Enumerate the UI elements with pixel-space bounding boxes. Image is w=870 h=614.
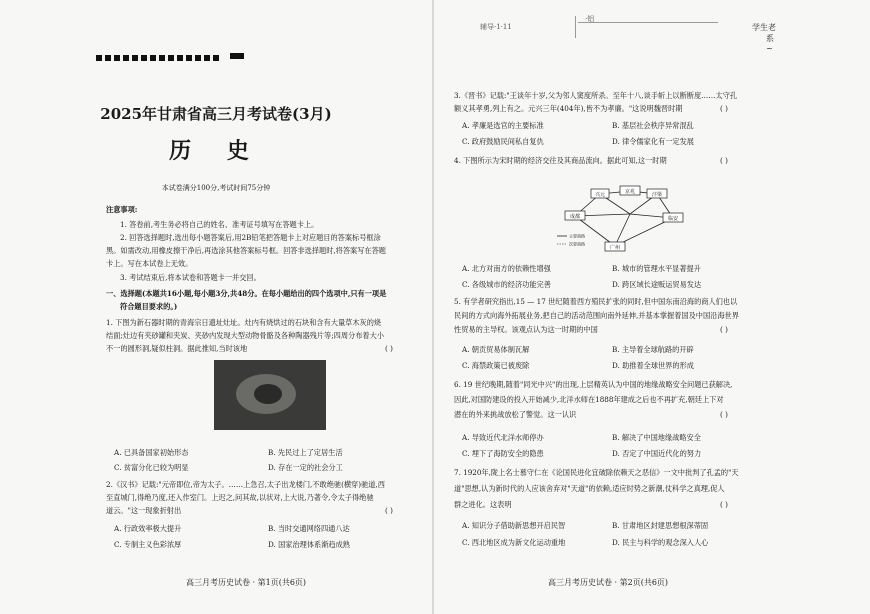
scan-bar bbox=[230, 53, 244, 59]
notice-line: 卡上。写在本试卷上无效。 bbox=[106, 259, 193, 268]
header-mark: ·铝 bbox=[585, 15, 595, 23]
notice-line: 3. 考试结束后,将本试卷和答题卡一并交回。 bbox=[120, 273, 261, 282]
map-legend-entry: 主要商路 bbox=[569, 233, 585, 239]
option: A. 知识分子借助新思想开启民智 bbox=[462, 521, 566, 530]
question-text: 性贸易的主导权。该观点认为这一时期的中国 bbox=[454, 325, 598, 334]
option: D. 国家治理体系渐趋成熟 bbox=[268, 540, 350, 549]
question-text: 因此,对国防建设的投入开始减少,北洋水师在1888年建成之后也不再扩充,朝廷上下对 bbox=[454, 395, 724, 404]
option: B. 当时交通网络四通八达 bbox=[268, 524, 350, 533]
option: C. 各级城市的经济功能完善 bbox=[462, 280, 551, 289]
corner-line: 系 bbox=[766, 34, 774, 43]
option: D. 助推着全球世界的形成 bbox=[612, 361, 694, 370]
section-heading: 符合题目要求的。) bbox=[120, 302, 178, 311]
option: A. 行政效率极大提升 bbox=[114, 524, 182, 533]
archaeology-photo bbox=[214, 360, 326, 430]
option: C. 西北地区成为新文化运动重地 bbox=[462, 538, 566, 547]
exam-title: 2025年甘肃省高三月考试卷(3月) bbox=[100, 105, 332, 123]
header-rule bbox=[578, 22, 718, 23]
header-box bbox=[575, 16, 726, 38]
page-footer: 高三月考历史试卷 · 第2页(共6页) bbox=[548, 578, 669, 587]
question-text: 民间的方式向海外拓展业务,把自己的活动范围向南外延伸,并基本掌握着国及中国沿海世界 bbox=[454, 311, 739, 320]
question-text: 道云。"这一现象折射出 bbox=[106, 506, 182, 515]
map-label: 成都 bbox=[569, 214, 581, 220]
answer-bracket: ( ) bbox=[385, 344, 393, 353]
map-legend-entry: 次要商路 bbox=[569, 241, 585, 247]
corner-line: ~ bbox=[766, 44, 773, 53]
option: B. 解决了中国地缘战略安全 bbox=[612, 433, 701, 442]
header-corner-text bbox=[752, 22, 776, 53]
option: A. 已具备国家初始形态 bbox=[114, 448, 189, 457]
option: C. 专制主义色彩浓厚 bbox=[114, 540, 182, 549]
question-text: 2.《汉书》记载:"元帝即位,帝为太子。……上急召,太子出龙楼门,不敢绝驰(横穿)驰道,西 bbox=[106, 480, 385, 489]
page-footer: 高三月考历史试卷 · 第1页(共6页) bbox=[186, 578, 307, 587]
answer-bracket: ( ) bbox=[720, 156, 728, 165]
question-text: 额义其孝勇,列上有之。元兴三年(404年),皆不为孝廉。"这说明魏晋时期 bbox=[454, 104, 683, 113]
option: B. 先民过上了定居生活 bbox=[268, 448, 343, 457]
subject-title: 历 史 bbox=[169, 138, 263, 164]
question-text: 潜在的外来挑战放松了警觉。这一认识 bbox=[454, 410, 577, 419]
question-text: 至直城门,得绝乃度,还入作室门。上迟之,问其故,以状对,上大说,乃著令,令太子得绝驰 bbox=[106, 493, 374, 502]
map-label: 临安 bbox=[667, 216, 679, 222]
answer-bracket: ( ) bbox=[385, 506, 393, 515]
option: B. 主导着全球航路的开辟 bbox=[612, 345, 694, 354]
notice-line: 黑。如需改动,用橡皮擦干净后,再选涂其他答案标号框。回答非选择题时,将答案写在答题 bbox=[106, 246, 386, 255]
option: C. 贫富分化已较为明显 bbox=[114, 463, 189, 472]
scan-marks bbox=[96, 54, 222, 63]
option: A. 导致近代北洋水师停办 bbox=[462, 433, 544, 442]
question-text: 群之进化。这表明 bbox=[454, 500, 512, 509]
question-text: 道"思想,认为新时代的人应该舍弃对"天道"的依赖,适应时势之新潮,仗科学之真理,促人 bbox=[454, 484, 725, 493]
option: D. 跨区域长途贩运贸易发达 bbox=[612, 280, 702, 289]
question-text: 6. 19 世纪晚期,随着"同光中兴"的出现,上层精英认为中国的地缘战略安全问题已获解决, bbox=[454, 380, 733, 389]
notice-line: 2. 回答选择题时,选出每小题答案后,用2B铅笔把答题卡上对应题目的答案标号框涂 bbox=[120, 233, 381, 242]
trade-route-map bbox=[555, 176, 695, 260]
option: A. 北方对南方的依赖性增强 bbox=[462, 264, 551, 273]
option: D. 存在一定的社会分工 bbox=[268, 463, 343, 472]
answer-bracket: ( ) bbox=[720, 325, 728, 334]
option: C. 海禁政策已被废除 bbox=[462, 361, 530, 370]
option: A. 朝贡贸易体制瓦解 bbox=[462, 345, 530, 354]
map-label: 兴元 bbox=[594, 192, 606, 198]
question-text: 3.《晋书》记载:"王谈年十岁,父为邻人窦度所杀。至年十八,谈手斩上以断断度……太守孔 bbox=[454, 91, 738, 100]
option: D. 否定了中国近代化的努力 bbox=[612, 449, 702, 458]
question-text: 5. 有学者研究指出,15 — 17 世纪随着西方殖民扩张的同时,但中国东南沿海的商人们也以 bbox=[454, 297, 738, 306]
map-label: 京兆 bbox=[624, 189, 636, 195]
option: B. 甘肃地区封建思想根深蒂固 bbox=[612, 521, 709, 530]
corner-line: 学生老 bbox=[752, 23, 776, 32]
section-heading: 一、选择题(本题共16小题,每小题3分,共48分。在每小题给出的四个选项中,只有一项是 bbox=[106, 289, 387, 298]
answer-bracket: ( ) bbox=[720, 500, 728, 509]
option: D. 民主与科学的观念深入人心 bbox=[612, 538, 709, 547]
question-text: 7. 1920年,陇上名士慕守仁在《论国民进化宜破除依赖天之恶信》一文中批判了孔孟的"天 bbox=[454, 468, 739, 477]
map-label: 广州 bbox=[609, 245, 621, 251]
header-scrawl: 辅导·1·11 bbox=[480, 23, 512, 31]
option: C. 政府鼓励民间私自复仇 bbox=[462, 137, 544, 146]
question-text: 不一的圆形洞,疑似柱洞。据此推知,当时该地 bbox=[106, 344, 248, 353]
left-page bbox=[0, 0, 432, 614]
map-label: 汴梁 bbox=[651, 192, 663, 198]
notice-heading: 注意事项: bbox=[106, 205, 138, 214]
answer-bracket: ( ) bbox=[720, 104, 728, 113]
exam-info: 本试卷满分100分,考试时间75分钟 bbox=[161, 184, 271, 192]
question-text: 4. 下图所示为宋时期的经济交往及其商品流向。据此可知,这一时期 bbox=[454, 156, 667, 165]
option: B. 基层社会秩序异常混乱 bbox=[612, 121, 694, 130]
question-text: 结面;灶边有夹砂罐和夹炭、夹砂内发现大型动物骨骼及各种陶器残片等;四周分布着大小 bbox=[106, 331, 384, 340]
option: C. 埋下了海防安全的隐患 bbox=[462, 449, 544, 458]
answer-bracket: ( ) bbox=[720, 410, 728, 419]
option: B. 城市的管理水平显著提升 bbox=[612, 264, 701, 273]
option: D. 律令儒家化有一定发展 bbox=[612, 137, 694, 146]
notice-line: 1. 答卷前,考生务必将自己的姓名、准考证号填写在答题卡上。 bbox=[120, 220, 319, 229]
option: A. 孝廉是选官的主要标准 bbox=[462, 121, 544, 130]
question-text: 1. 下图为新石器时期的青海宗日遗址灶址。灶内有烧烘过的石块和含有大量草木灰的烧 bbox=[106, 318, 382, 327]
